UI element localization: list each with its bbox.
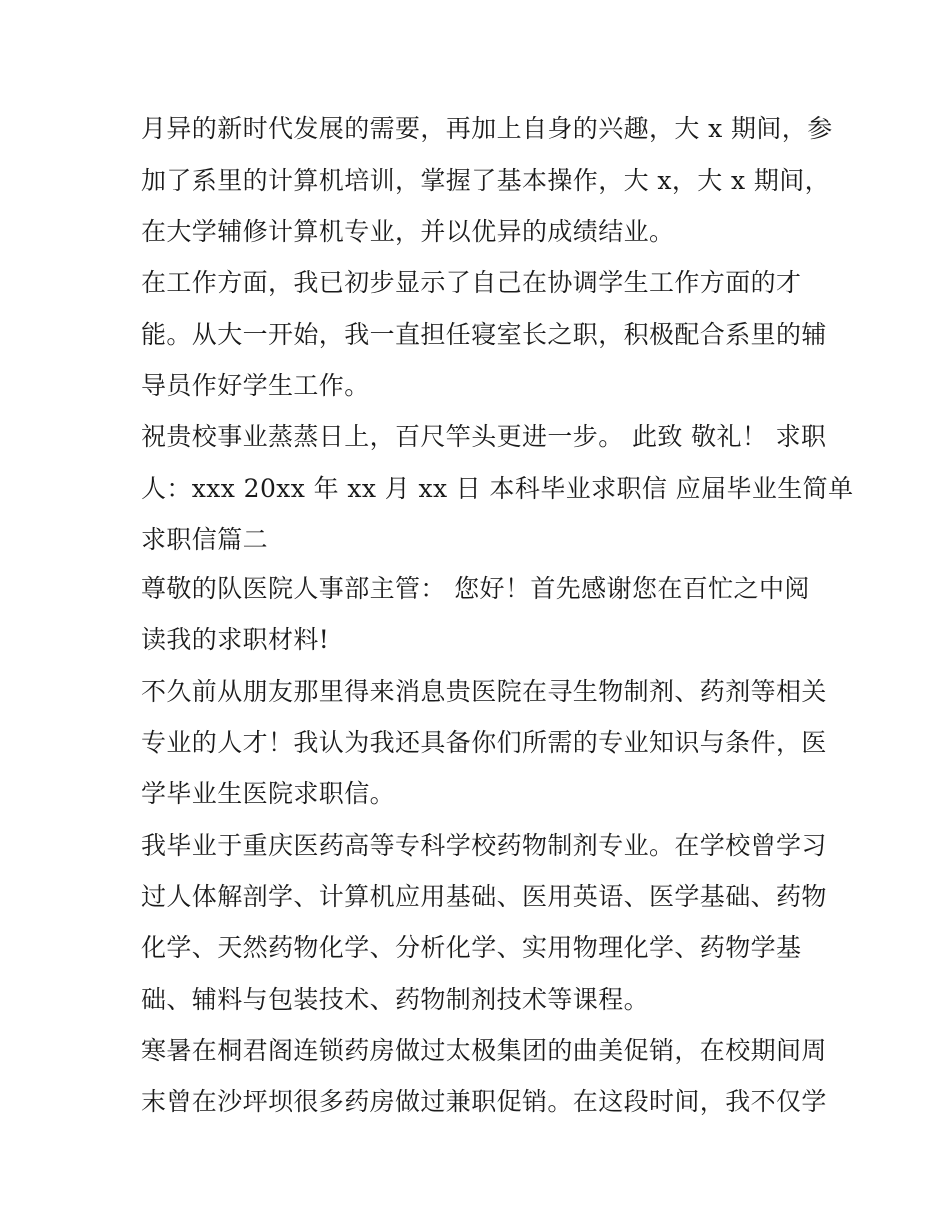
text-line: 加了系里的计算机培训，掌握了基本操作，大 x，大 x 期间， [141, 166, 831, 195]
text-line: 尊敬的队医院人事部主管： 您好！首先感谢您在百忙之中阅 [141, 574, 810, 603]
text-line: 祝贵校事业蒸蒸日上，百尺竿头更进一步。 此致 敬礼！ 求职 [141, 422, 827, 451]
text-line: 过人体解剖学、计算机应用基础、医用英语、医学基础、药物 [141, 882, 827, 911]
text-line: 化学、天然药物化学、分析化学、实用物理化学、药物学基 [141, 933, 802, 962]
text-line: 人：xxx 20xx 年 xx 月 xx 日 本科毕业求职信 应届毕业生简单 [141, 474, 854, 503]
text-line: 读我的求职材料! [141, 625, 330, 654]
text-line: 专业的人才！我认为我还具备你们所需的专业知识与条件，医 [141, 728, 827, 757]
text-line: 在大学辅修计算机专业，并以优异的成绩结业。 [141, 217, 675, 246]
text-line: 不久前从朋友那里得来消息贵医院在寻生物制剂、药剂等相关 [141, 677, 827, 706]
text-line: 在工作方面，我已初步显示了自己在协调学生工作方面的才 [141, 268, 802, 297]
text-line: 能。从大一开始，我一直担任寝室长之职，积极配合系里的辅 [141, 320, 827, 349]
text-line: 月异的新时代发展的需要，再加上自身的兴趣，大 x 期间，参 [141, 114, 833, 143]
text-line: 末曾在沙坪坝很多药房做过兼职促销。在这段时间，我不仅学 [141, 1087, 827, 1116]
text-line: 础、辅料与包装技术、药物制剂技术等课程。 [141, 985, 650, 1014]
text-line: 求职信篇二 [141, 525, 269, 554]
text-line: 我毕业于重庆医药高等专科学校药物制剂专业。在学校曾学习 [141, 831, 827, 860]
text-line: 寒暑在桐君阁连锁药房做过太极集团的曲美促销，在校期间周 [141, 1036, 827, 1065]
text-line: 学毕业生医院求职信。 [141, 779, 396, 808]
text-line: 导员作好学生工作。 [141, 371, 370, 400]
